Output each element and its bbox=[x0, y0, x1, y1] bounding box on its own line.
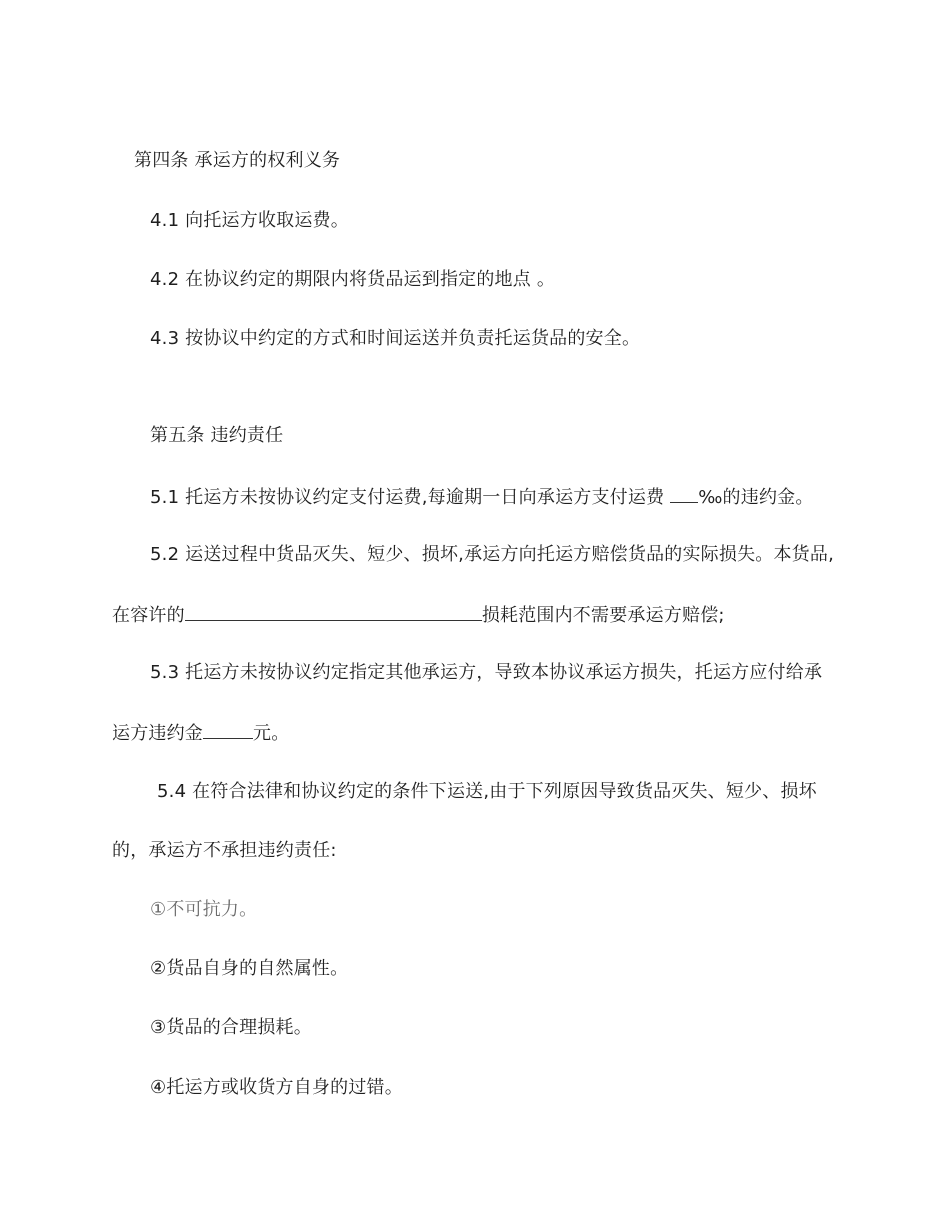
fill-in-blank-penalty bbox=[203, 720, 253, 739]
fill-in-blank-rate bbox=[670, 484, 698, 503]
article5-item-2-line-1: 5.2 运送过程中货品灭失、短少、损坏,承运方向托运方赔偿货品的实际损失。本货品, bbox=[150, 544, 834, 565]
reason-item-3: ③货品的合理损耗。 bbox=[150, 1017, 312, 1038]
reason-item-1: ①不可抗力。 bbox=[150, 899, 258, 920]
article5-item-2-line-2 bbox=[112, 602, 725, 628]
article4-item-3: 4.3 按协议中约定的方式和时间运送并负责托运货品的安全。 bbox=[150, 328, 641, 349]
article5-item-3-line-2 bbox=[112, 720, 289, 746]
reason-item-4: ④托运方或收货方自身的过错。 bbox=[150, 1077, 403, 1098]
article5-item-3-line-1: 5.3 托运方未按协议约定指定其他承运方，导致本协议承运方损失，托运方应付给承 bbox=[150, 662, 823, 683]
article5-item-4-line-2: 的，承运方不承担违约责任: bbox=[112, 840, 337, 861]
article5-item-2-text-post: 损耗范围内不需要承运方赔偿; bbox=[481, 605, 725, 626]
article5-item-4-line-1: 5.4 在符合法律和协议约定的条件下运送,由于下列原因导致货品灭失、短少、损坏 bbox=[157, 781, 817, 802]
article5-item-1-text-pre: 5.1 托运方未按协议约定支付运费,每逾期一日向承运方支付运费 bbox=[150, 487, 671, 508]
article5-item-1 bbox=[150, 484, 814, 510]
article5-item-3-text-pre: 运方违约金 bbox=[112, 723, 203, 744]
article4-item-1: 4.1 向托运方收取运费。 bbox=[150, 210, 349, 231]
article4-item-2: 4.2 在协议约定的期限内将货品运到指定的地点 。 bbox=[150, 269, 556, 290]
article4-heading: 第四条 承运方的权利义务 bbox=[134, 150, 341, 171]
article5-heading: 第五条 违约责任 bbox=[150, 425, 284, 446]
reason-item-2: ②货品自身的自然属性。 bbox=[150, 958, 349, 979]
article5-item-1-text-post: ‰的违约金。 bbox=[698, 487, 814, 508]
fill-in-blank-loss-range bbox=[185, 602, 482, 621]
article5-item-3-text-post: 元。 bbox=[253, 723, 290, 744]
article5-item-2-text-pre: 在容许的 bbox=[112, 605, 185, 626]
